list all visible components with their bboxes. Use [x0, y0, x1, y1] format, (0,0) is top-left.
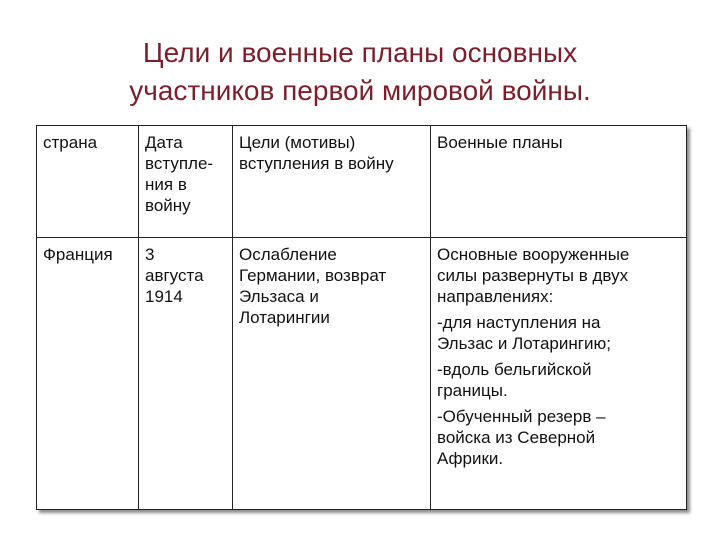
war-plans-table — [36, 125, 687, 510]
header-date-line: ния в — [145, 175, 187, 194]
plans-paragraph — [437, 406, 680, 469]
plans-line: Основные вооруженные — [437, 245, 630, 264]
date-line: августа — [145, 266, 204, 285]
plans-paragraph — [437, 359, 680, 401]
header-goals-line: Цели (мотивы) — [239, 133, 356, 152]
date-line: 3 — [145, 245, 155, 264]
plans-paragraph — [437, 312, 680, 354]
plans-line: Африки. — [437, 449, 504, 468]
plans-line: -вдоль бельгийской — [437, 360, 592, 379]
plans-line: направлениях: — [437, 287, 554, 306]
goals-line: Эльзаса и — [239, 287, 319, 306]
title-line-2: участников первой мировой войны. — [129, 75, 591, 106]
cell-plans — [431, 238, 687, 510]
header-plans-label: Военные планы — [437, 133, 563, 152]
cell-date — [139, 238, 233, 510]
slide-title — [40, 34, 680, 110]
header-date-line: войну — [145, 196, 191, 215]
plans-line: -Обученный резерв – — [437, 407, 606, 426]
plans-line: силы развернуты в двух — [437, 266, 629, 285]
header-goals-line: вступления в войну — [239, 154, 394, 173]
header-date-line: вступле- — [145, 154, 214, 173]
header-plans — [431, 126, 687, 238]
date-line: 1914 — [145, 287, 183, 306]
plans-paragraph — [437, 244, 680, 307]
goals-line: Германии, возврат — [239, 266, 387, 285]
header-goals — [233, 126, 431, 238]
header-date-line: Дата — [145, 133, 183, 152]
header-country-label: страна — [43, 133, 98, 152]
title-line-1: Цели и военные планы основных — [142, 37, 578, 68]
cell-goals — [233, 238, 431, 510]
country-name: Франция — [43, 245, 113, 264]
table-row — [37, 238, 687, 510]
plans-line: Эльзас и Лотарингию; — [437, 334, 611, 353]
plans-line: войска из Северной — [437, 428, 596, 447]
goals-line: Ослабление — [239, 245, 337, 264]
cell-country — [37, 238, 139, 510]
plans-line: границы. — [437, 381, 508, 400]
plans-line: -для наступления на — [437, 313, 601, 332]
table-header-row — [37, 126, 687, 238]
goals-line: Лотарингии — [239, 308, 330, 327]
header-country — [37, 126, 139, 238]
header-date — [139, 126, 233, 238]
